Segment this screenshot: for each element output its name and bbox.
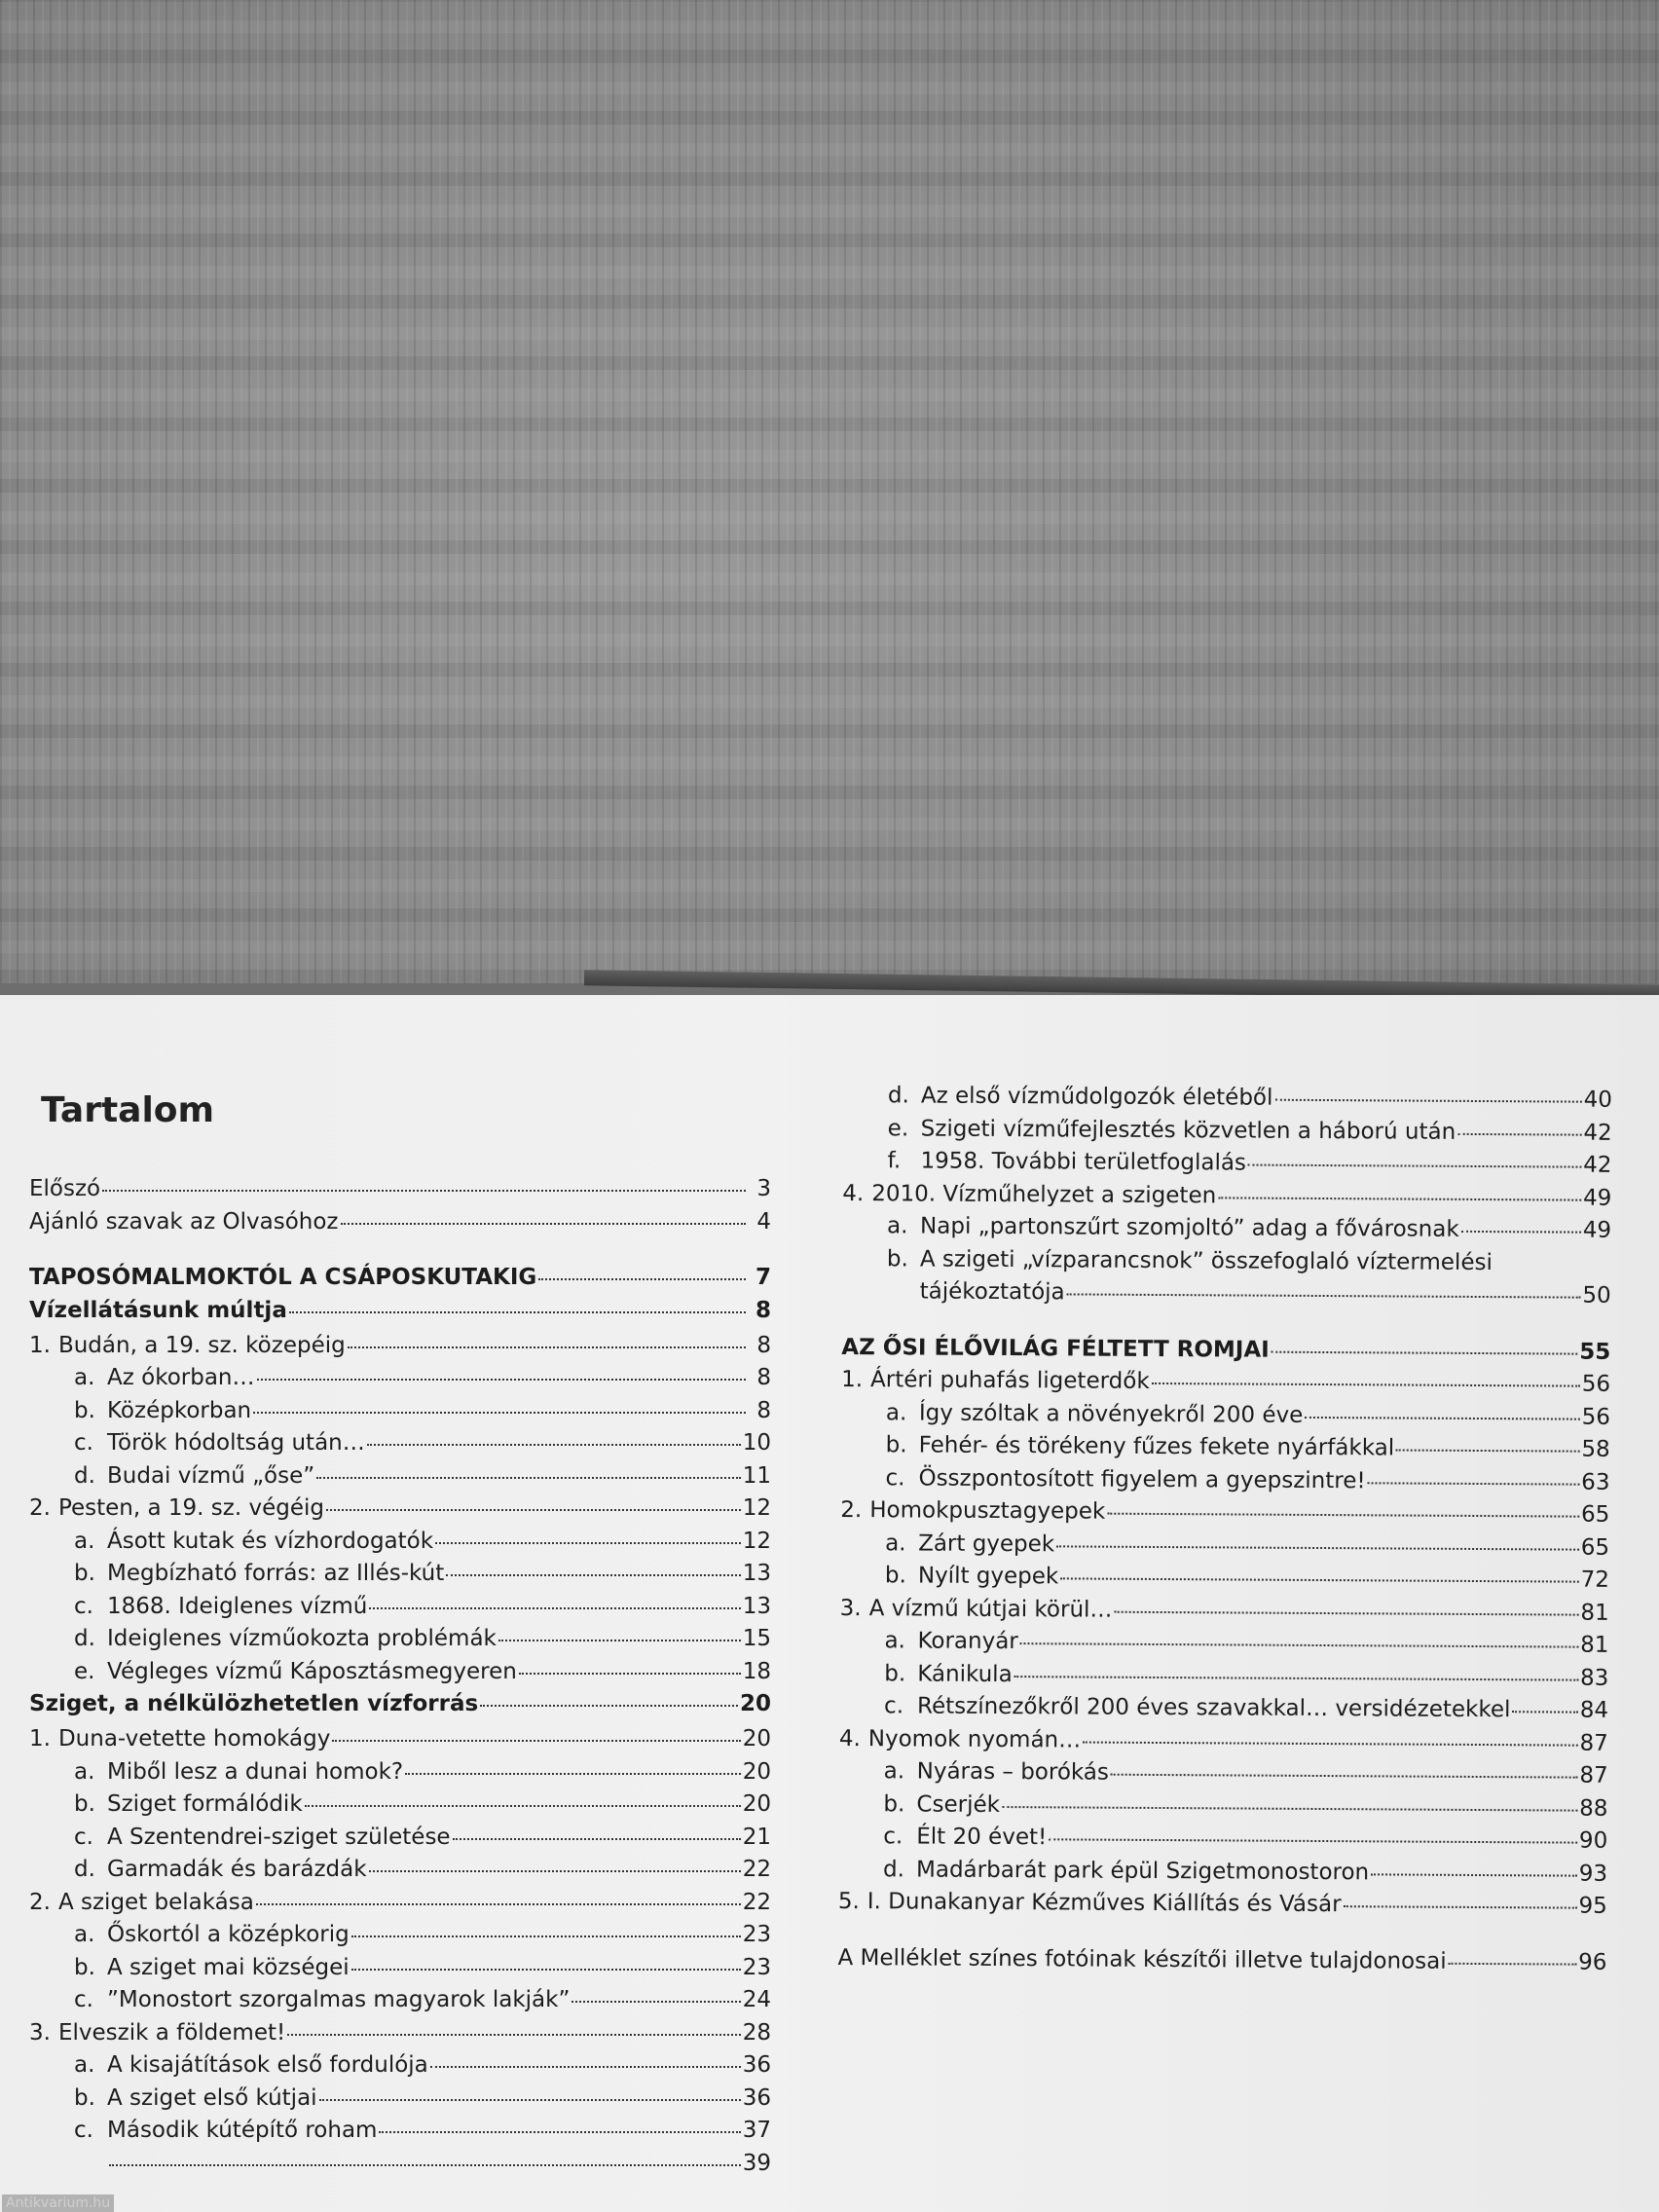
- toc-page-number: 15: [742, 1626, 771, 1651]
- toc-leader-dots: [538, 1278, 746, 1280]
- toc-entry-line: [887, 1278, 1611, 1315]
- toc-page-number: 3: [756, 1176, 771, 1201]
- toc-leader-dots: [1449, 1962, 1577, 1965]
- toc-entry: [29, 1561, 771, 1594]
- toc-entry-label: Cserjék: [916, 1790, 1001, 1818]
- toc-entry: [29, 1430, 771, 1463]
- toc-leader-dots: [369, 1870, 741, 1872]
- toc-entry: [842, 1180, 1611, 1217]
- toc-leader-dots: [348, 1346, 746, 1348]
- toc-entry: [29, 2151, 771, 2184]
- toc-entry-number: a.: [887, 1213, 908, 1239]
- toc-leader-dots: [1248, 1164, 1581, 1168]
- toc-leader-dots: [571, 2001, 740, 2003]
- toc-page-number: 63: [1581, 1469, 1610, 1495]
- toc-leader-dots: [405, 1773, 741, 1775]
- toc-entry-label: Az első vízműdolgozók életéből: [920, 1083, 1273, 1111]
- toc-page-number: 56: [1581, 1404, 1610, 1430]
- toc-leader-dots: [1020, 1642, 1578, 1648]
- book-cover: [0, 0, 1659, 983]
- toc-entry-label: Sziget formálódik: [107, 1791, 303, 1817]
- toc-leader-dots: [332, 1740, 740, 1742]
- toc-page-number: 56: [1581, 1371, 1611, 1397]
- toc-entry: [838, 1856, 1607, 1893]
- toc-entry-label: Második kútépítő roham: [107, 2118, 378, 2143]
- toc-leader-dots: [1107, 1513, 1579, 1518]
- toc-entry-label: A vízmű kútjai körül…: [868, 1595, 1113, 1623]
- toc-entry-label: Ideiglenes vízműokozta problémák: [107, 1626, 497, 1651]
- toc-entry-label: Végleges vízmű Káposztásmegyeren: [107, 1658, 517, 1684]
- toc-leader-dots: [1368, 1482, 1580, 1485]
- watermark: Antikvarium.hu: [2, 2194, 114, 2212]
- toc-leader-dots: [1083, 1741, 1577, 1746]
- toc-entry: [839, 1693, 1608, 1730]
- toc-entry-label: Garmadák és barázdák: [107, 1857, 367, 1882]
- toc-page-number: 7: [755, 1265, 771, 1290]
- toc-entry: [29, 1759, 771, 1792]
- toc-leader-dots: [1060, 1577, 1578, 1582]
- toc-entry: [841, 1367, 1610, 1404]
- toc-leader-dots: [1002, 1806, 1577, 1812]
- toc-leader-dots: [1396, 1449, 1579, 1452]
- toc-entry-label: A Melléklet színes fotóinak készítői illetve tulajdonosai: [837, 1944, 1447, 1974]
- toc-entry-label: Összpontosított figyelem a gyepszintre!: [918, 1464, 1366, 1493]
- toc-leader-dots: [480, 1705, 738, 1707]
- toc-entry-label-cont: tájékoztatója: [919, 1278, 1065, 1306]
- toc-page-number: 37: [742, 2118, 771, 2143]
- toc-leader-dots: [367, 1444, 741, 1446]
- toc-leader-dots: [289, 1311, 746, 1313]
- toc-entry-number: 1.: [29, 1332, 51, 1358]
- toc-entry-label: Ajánló szavak az Olvasóhoz: [29, 1208, 339, 1235]
- toc-entry-number: c.: [884, 1693, 904, 1719]
- toc-leader-dots: [1152, 1382, 1580, 1387]
- toc-entry: [29, 1333, 771, 1366]
- toc-page-number: 13: [742, 1593, 771, 1619]
- toc-leader-dots: [287, 2034, 740, 2036]
- toc-entry-label: Nyáras – borókás: [916, 1758, 1110, 1786]
- toc-page-number: 81: [1580, 1632, 1609, 1658]
- toc-entry: [841, 1432, 1610, 1469]
- toc-entry: [29, 1176, 771, 1209]
- toc-entry: [29, 1726, 771, 1759]
- toc-entry-label: Török hódoltság után…: [107, 1430, 365, 1456]
- toc-leader-dots: [109, 2164, 741, 2166]
- toc-entry: [29, 1594, 771, 1627]
- toc-page-number: 40: [1583, 1087, 1612, 1113]
- toc-leader-dots: [257, 1379, 747, 1381]
- toc-entry-label: Budán, a 19. sz. közepéig: [57, 1332, 346, 1358]
- toc-entry-label: Elveszik a földemet!: [57, 2019, 286, 2046]
- toc-page-number: 72: [1580, 1567, 1609, 1593]
- toc-entry-label: Homokpusztagyepek: [869, 1497, 1106, 1525]
- toc-page-number: 8: [756, 1397, 771, 1423]
- toc-entry-number: e.: [887, 1115, 909, 1141]
- toc-entry-number: e.: [74, 1658, 95, 1684]
- toc-leader-dots: [326, 1509, 741, 1511]
- toc-entry-number: d.: [74, 1857, 95, 1882]
- toc-entry-label: 2010. Vízműhelyzet a szigeten: [871, 1180, 1217, 1208]
- toc-page-number: 49: [1582, 1217, 1612, 1243]
- toc-page-number: 20: [742, 1758, 771, 1785]
- toc-page-number: 50: [1582, 1282, 1611, 1309]
- toc-entry: [29, 1987, 771, 2020]
- toc-entry: [838, 1824, 1607, 1861]
- toc-leader-dots: [1274, 1099, 1581, 1103]
- toc-leader-dots: [1512, 1711, 1577, 1713]
- toc-entry: [29, 2118, 771, 2151]
- toc-entry-number: b.: [884, 1660, 906, 1686]
- toc-section-heading: [29, 1298, 771, 1333]
- toc-entry: [29, 2085, 771, 2119]
- toc-entry-number: c.: [885, 1464, 905, 1491]
- toc-leader-dots: [1344, 1905, 1577, 1908]
- toc-part-heading: [841, 1334, 1610, 1371]
- toc-page-number: 65: [1580, 1501, 1610, 1528]
- toc-entry: [837, 1944, 1606, 1981]
- toc-entry: [840, 1563, 1609, 1600]
- toc-entry-label: Zárt gyepek: [918, 1530, 1055, 1557]
- toc-entry-label: Nyílt gyepek: [917, 1563, 1059, 1590]
- toc-page-number: 22: [742, 1857, 771, 1882]
- toc-entry-number: a.: [74, 1922, 95, 1947]
- toc-entry: [29, 1922, 771, 1955]
- toc-entry-label: ”Monostort szorgalmas magyarok lakják”: [107, 1987, 571, 2012]
- toc-entry-label: 1958. További területfoglalás: [920, 1148, 1247, 1176]
- toc-entry-number: f.: [887, 1148, 902, 1174]
- toc-entry-number: c.: [74, 1430, 93, 1456]
- toc-entry: [29, 1365, 771, 1398]
- toc-page-number: 39: [742, 2150, 771, 2176]
- toc-entry: [840, 1595, 1609, 1632]
- toc-page-number: 21: [742, 1824, 771, 1850]
- toc-entry-label: Ártéri puhafás ligeterdők: [870, 1367, 1150, 1394]
- toc-entry-label: A kisajátítások első fordulója: [107, 2052, 428, 2078]
- toc-entry: [29, 1890, 771, 1923]
- toc-entry-number: 5.: [837, 1888, 860, 1915]
- toc-page-number: 23: [742, 1954, 771, 1980]
- toc-page-number: 36: [742, 2084, 771, 2111]
- toc-entry-label: Így szóltak a növényekről 200 éve: [918, 1399, 1304, 1428]
- toc-entry-label: Őskortól a középkorig: [107, 1922, 350, 1947]
- toc-page-number: 88: [1579, 1795, 1608, 1822]
- toc-entry-number: 1.: [841, 1366, 864, 1393]
- toc-entry-number: b.: [74, 1397, 95, 1423]
- toc-entry-number: 2.: [840, 1496, 863, 1524]
- toc-entry-label: Vízellátásunk múltja: [29, 1297, 287, 1323]
- toc-page-number: 49: [1582, 1185, 1612, 1211]
- toc-entry-label: A sziget belakása: [57, 1889, 254, 1915]
- toc-entry: [29, 2052, 771, 2085]
- toc-page-number: 8: [755, 1297, 771, 1323]
- toc-leader-dots: [316, 1477, 741, 1479]
- toc-entry: [29, 2020, 771, 2053]
- toc-entry-label: Nyomok nyomán…: [867, 1725, 1082, 1753]
- toc-entry: [29, 1659, 771, 1692]
- toc-entry-label: 1868. Ideiglenes vízmű: [107, 1593, 368, 1619]
- toc-leader-dots: [305, 1805, 741, 1807]
- toc-entry-number: c.: [74, 1593, 93, 1619]
- toc-leader-dots: [102, 1190, 746, 1192]
- toc-leader-dots: [1111, 1774, 1577, 1779]
- toc-entry-label: Megbízható forrás: az Illés-kút: [107, 1561, 445, 1586]
- toc-right-column: [837, 1083, 1612, 1982]
- toc-leader-dots: [369, 1607, 740, 1609]
- toc-page-number: 83: [1579, 1665, 1609, 1691]
- toc-entry-label: I. Dunakanyar Kézműves Kiállítás és Vásár: [866, 1889, 1342, 1918]
- toc-entry-number: b.: [74, 1791, 95, 1817]
- toc-entry-label: Sziget, a nélkülözhetetlen vízforrás: [29, 1691, 479, 1716]
- toc-entry-number: b.: [884, 1563, 906, 1589]
- toc-entry: [843, 1115, 1612, 1152]
- toc-leader-dots: [351, 1936, 741, 1937]
- toc-page-number: 87: [1579, 1730, 1608, 1756]
- toc-page-number: 23: [742, 1922, 771, 1947]
- toc-page-number: 18: [742, 1658, 771, 1684]
- toc-page-number: 12: [742, 1495, 771, 1521]
- toc-entry-number: d.: [887, 1083, 909, 1109]
- toc-leader-dots: [319, 2099, 741, 2101]
- toc-entry: [840, 1530, 1609, 1567]
- toc-entry-number: a.: [885, 1530, 906, 1556]
- toc-leader-dots: [1457, 1132, 1581, 1135]
- toc-leader-dots: [430, 2066, 741, 2068]
- toc-entry: [29, 1209, 771, 1242]
- toc-entry-number: b.: [74, 2084, 95, 2111]
- toc-leader-dots: [1049, 1838, 1577, 1843]
- toc-left-column: [29, 1176, 771, 2183]
- toc-entry: [838, 1889, 1607, 1926]
- toc-entry-number: 2.: [29, 1889, 51, 1915]
- toc-leader-dots: [1272, 1350, 1578, 1354]
- toc-entry-number: d.: [882, 1856, 905, 1882]
- toc-page-number: 65: [1580, 1534, 1610, 1561]
- toc-entry-number: b.: [74, 1954, 95, 1980]
- toc-entry-number: b.: [886, 1245, 908, 1272]
- toc-page-number: 8: [756, 1365, 771, 1390]
- toc-page-number: 10: [742, 1430, 771, 1456]
- toc-entry-number: 1.: [29, 1726, 51, 1751]
- toc-page-number: 93: [1578, 1861, 1608, 1887]
- toc-entry-label: Pesten, a 19. sz. végéig: [57, 1495, 324, 1521]
- toc-entry-label: Előszó: [29, 1176, 101, 1201]
- toc-leader-dots: [351, 1969, 741, 1971]
- toc-page-number: 4: [756, 1208, 771, 1235]
- page-title: Tartalom: [41, 1090, 215, 1130]
- toc-entry-label: Szigeti vízműfejlesztés közvetlen a háború után: [920, 1115, 1456, 1145]
- toc-entry-label: Napi „partonszűrt szomjoltó” adag a fővárosnak: [920, 1213, 1459, 1242]
- toc-entry-number: b.: [74, 1561, 95, 1586]
- toc-entry: [841, 1399, 1610, 1436]
- toc-entry-label: A sziget első kútjai: [107, 2084, 317, 2111]
- toc-entry-number: c.: [883, 1824, 903, 1850]
- toc-leader-dots: [379, 2131, 740, 2133]
- toc-leader-dots: [453, 1838, 741, 1840]
- toc-entry: [29, 1495, 771, 1529]
- toc-leader-dots: [256, 1903, 741, 1905]
- toc-page-number: 42: [1583, 1152, 1612, 1178]
- toc-leader-dots: [446, 1574, 740, 1576]
- toc-entry-label: Koranyár: [917, 1628, 1018, 1655]
- toc-entry-number: a.: [74, 2052, 95, 2078]
- toc-entry-line: [887, 1246, 1611, 1283]
- toc-entry: [838, 1790, 1607, 1827]
- toc-entry-number: c.: [74, 1824, 93, 1850]
- toc-entry-label: Rétszínezőkről 200 éves szavakkal… versidézetekkel: [917, 1693, 1511, 1723]
- toc-leader-dots: [1371, 1873, 1577, 1876]
- toc-page-number: 96: [1578, 1949, 1607, 1975]
- toc-page-number: 20: [739, 1691, 771, 1716]
- toc-leader-dots: [498, 1640, 741, 1641]
- toc-page-number: 87: [1579, 1762, 1608, 1788]
- toc-leader-dots: [1461, 1231, 1581, 1234]
- toc-entry-label: A Szentendrei-sziget születése: [107, 1824, 451, 1850]
- toc-page-number: 95: [1578, 1893, 1607, 1919]
- toc-entry-number: a.: [884, 1628, 905, 1654]
- toc-entry: [843, 1083, 1612, 1120]
- toc-entry: [839, 1660, 1608, 1697]
- toc-page-number: 42: [1583, 1120, 1612, 1146]
- toc-page-number: 20: [742, 1726, 771, 1751]
- toc-entry-number: 2.: [29, 1495, 51, 1521]
- toc-entry-number: a.: [885, 1399, 907, 1425]
- toc-entry-number: a.: [74, 1365, 95, 1390]
- toc-entry: [839, 1725, 1608, 1762]
- toc-leader-dots: [1305, 1416, 1579, 1419]
- toc-gap: [29, 1241, 771, 1265]
- toc-entry: [29, 1791, 771, 1825]
- toc-entry: [29, 1398, 771, 1431]
- toc-entry-label: TAPOSÓMALMOKTÓL A CSÁPOSKUTAKIG: [29, 1265, 537, 1290]
- toc-entry-label: AZ ŐSI ÉLŐVILÁG FÉLTETT ROMJAI: [841, 1334, 1270, 1363]
- toc-entry-number: d.: [74, 1626, 95, 1651]
- toc-entry: [29, 1857, 771, 1890]
- toc-leader-dots: [341, 1223, 746, 1225]
- toc-entry-number: 4.: [838, 1725, 861, 1751]
- toc-page-number: 58: [1581, 1436, 1610, 1462]
- toc-entry-label: Középkorban: [107, 1397, 252, 1423]
- toc-entry-label: Madárbarát park épül Szigetmonostoron: [915, 1856, 1370, 1885]
- toc-entry-number: b.: [883, 1790, 905, 1817]
- toc-leader-dots: [1056, 1545, 1579, 1550]
- toc-page-number: 12: [742, 1528, 771, 1554]
- toc-part-heading: [29, 1265, 771, 1298]
- toc-entry-number: a.: [883, 1758, 905, 1785]
- toc-entry: [842, 1213, 1611, 1250]
- toc-entry: [839, 1758, 1608, 1795]
- toc-entry-number: 3.: [29, 2019, 51, 2046]
- toc-leader-dots: [253, 1412, 746, 1414]
- toc-entry-label: Élt 20 évet!: [916, 1824, 1048, 1851]
- toc-page-number: 13: [742, 1561, 771, 1586]
- toc-leader-dots: [435, 1542, 741, 1544]
- toc-page-number: 22: [742, 1889, 771, 1915]
- toc-entry: [842, 1148, 1611, 1185]
- toc-entry-number: d.: [74, 1462, 95, 1489]
- toc-entry-number: a.: [74, 1528, 95, 1554]
- toc-entry-number: 4.: [842, 1180, 865, 1206]
- toc-page-number: 24: [742, 1987, 771, 2012]
- toc-entry-number: 3.: [839, 1595, 862, 1621]
- toc-entry-label: Duna-vetette homokágy: [57, 1726, 331, 1751]
- toc-entry-number: a.: [74, 1758, 95, 1785]
- toc-leader-dots: [1014, 1676, 1578, 1681]
- toc-entry-label: A sziget mai községei: [107, 1954, 350, 1980]
- toc-entry: [29, 1529, 771, 1562]
- book-page: [0, 995, 1659, 2212]
- toc-leader-dots: [1114, 1610, 1578, 1615]
- toc-entry-number: b.: [885, 1432, 907, 1458]
- toc-leader-dots: [519, 1673, 741, 1675]
- toc-leader-dots: [1218, 1197, 1581, 1200]
- toc-leader-dots: [1067, 1293, 1581, 1298]
- toc-entry-label: Miből lesz a dunai homok?: [107, 1758, 404, 1785]
- toc-page-number: 8: [756, 1332, 771, 1358]
- toc-entry-label: Az ókorban…: [107, 1365, 255, 1390]
- toc-page-number: 81: [1580, 1600, 1609, 1626]
- toc-entry: [842, 1245, 1611, 1315]
- toc-page-number: 55: [1579, 1339, 1611, 1365]
- toc-entry-label: Ásott kutak és vízhordogatók: [107, 1528, 434, 1554]
- toc-entry-label: Fehér- és törékeny fűzes fekete nyárfákkal: [918, 1432, 1395, 1461]
- toc-page-number: 28: [742, 2019, 771, 2046]
- toc-entry: [839, 1628, 1608, 1665]
- toc-page-number: 84: [1579, 1697, 1609, 1723]
- toc-entry: [840, 1497, 1609, 1534]
- toc-page-number: 11: [742, 1462, 771, 1489]
- toc-entry: [29, 1626, 771, 1659]
- toc-entry-label: A szigeti „vízparancsnok” összefoglaló víztermelési: [919, 1245, 1493, 1275]
- toc-page-number: 20: [742, 1791, 771, 1817]
- toc-entry: [29, 1463, 771, 1496]
- toc-entry-number: c.: [74, 2118, 93, 2143]
- toc-entry-number: c.: [74, 1987, 93, 2012]
- toc-entry-label: Budai vízmű „őse”: [107, 1462, 315, 1489]
- toc-entry: [29, 1825, 771, 1858]
- toc-section-heading: [29, 1691, 771, 1726]
- toc-entry: [29, 1955, 771, 1988]
- toc-page-number: 36: [742, 2052, 771, 2078]
- toc-page-number: 90: [1578, 1827, 1608, 1854]
- toc-entry-label: Kánikula: [917, 1660, 1013, 1687]
- toc-entry: [840, 1464, 1609, 1501]
